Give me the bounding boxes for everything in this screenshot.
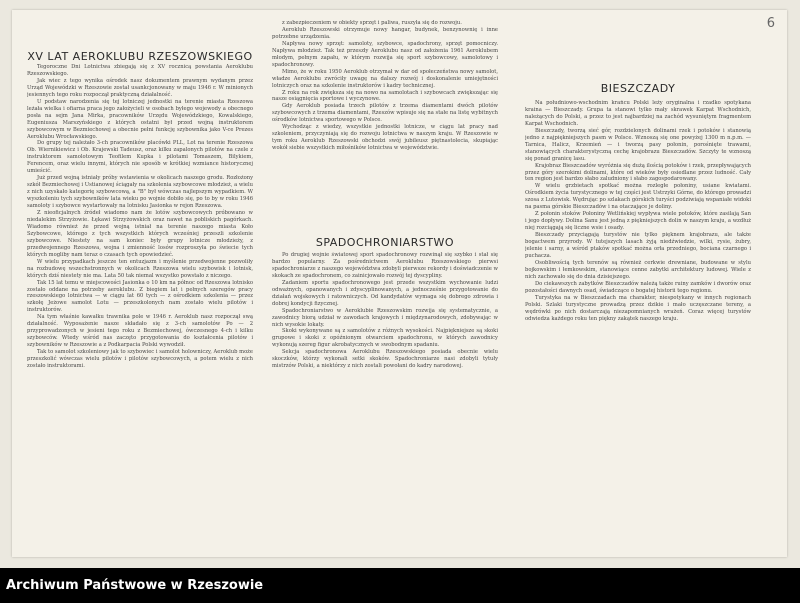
article-title-spadochroniarstwo: SPADOCHRONIARSTWO [315, 236, 455, 249]
paragraph: Na tym właśnie kawałku trawnika pole w 1946 r. Aeroklub nasz rozpoczął swą działalność. Wyposażenie nasze składało się z 3-ch samolotów Po — 2 przyprowadzonych w jesieni tego roku z Bezmiechowej, ówczesnego 4-ch i kilku szybowców. Wtedy wśród nas zaczęto przygotowania do kształcenia pilotów i szybowników w Rzeszowie a z Podkarpacia Polski wywodził. [27, 314, 253, 349]
paragraph: Wychodząc z wiedzy, wszystkie jednostki lotnicze, w ciągu lat pracy nad szkoleniem, przyczyniają się do rozwoju lotnictwa w naszym kraju. W Rzeszowie w tym roku Aeroklub Rzeszowski obchodzi swój jubileusz piętnastolecia, skupiając wokół siebie wszystkich miłośników lotnictwa w województwie. [272, 124, 498, 152]
paragraph: Osobliwością tych terenów są również cerkwie drewniane, budowane w stylu bojkowskim i łemkowskim, stanowiące cenne zabytki architektury ludowej. Wiele z nich zachowało się do dnia dzisiejszego. [525, 259, 751, 280]
paragraph: Napływa nowy sprzęt: samoloty, szybowce, spadochrony, sprzęt pomocniczy. Napływa młodzież. Tak też przeszły Aeroklubu nasz od założenia 1961 Aeroklubem młodym, pełnym zapału, w którym rozwija się sport szybowcowy, samolotowy i spadochronowy. [272, 40, 498, 68]
paragraph: z zabezpieczeniem w obiekty sprzęt i paliwa, ruszyła się do rozwoju. [282, 20, 462, 26]
paragraph: Sekcja spadochronowa Aeroklubu Rzeszowskiego posiada obecnie wielu skoczków, którzy wykonali setki skoków. Spadochroniarze nasi zdobyli tytuły mistrzów Polski, a niektórzy z nich zostali powołani do kadry narodowej. [272, 349, 498, 370]
paragraph: Gdy Aeroklub posiada trzech pilotów z trzema diamentami dwóch pilotów szybowcowych z trzema diamentami, Rzeszów wpisuje się na stałe na listę wybitnych ośrodków lotnictwa sportowego w Polsce. [272, 103, 498, 124]
paragraph: Na południowo-wschodnim krańcu Polski leży oryginalna i rzadko spotykana kraina — Bieszczady. Grupa ta stanowi tylko mały skrawek Karpat Wschodnich, należących do Polski, a przez to jest najbardziej na zachód wysuniętym fragmentem Karpat Wschodnich. [525, 100, 751, 127]
paragraph: W wielu przypadkach jeszcze ten entuzjazm i myślenie przedwojenne pozwoliły na rozbudowę wszechstronnych w okolicach Rzeszowa wielu szybowisk i lotnisk, których dziś niestety nie ma. Lata 50 tak niemal wszystko powstało z niczego. [27, 258, 253, 279]
archive-footer: Archiwum Państwowe w Rzeszowie [0, 568, 800, 603]
paragraph: Z połonin stoków Połoniny Wetlińskiej wypływa wiele potoków, które zasilają San i jego dopływy. Dolina Sanu jest jedną z piękniejszych dolin w naszym kraju, a wzdłuż niej rozciągają się liczne wsie i osady. [525, 211, 751, 232]
article-body-continued [272, 20, 498, 225]
paragraph: Aeroklub Rzeszowski otrzymuje nowy hangar, budynek, benzynownię i inne potrzebne urządzenia. [272, 26, 498, 40]
paragraph: Bieszczady przyciągają turystów nie tylko pięknem krajobrazu, ale także bogactwem przyrody. W tutejszych lasach żyją niedźwiedzie, wilki, rysie, żubry, jelenie i sarny, a wśród ptaków spotkać można orła przedniego, bociana czarnego i puchacza. [525, 232, 751, 259]
paragraph: Tak to samolot szkoleniowy jak to szybowiec i samolot holowniczy, Aeroklub może przeszkolić wówczas wielu pilotów i pilotów szybowcowych, a potem wielu z nich zostało instruktorami. [27, 349, 253, 369]
paragraph: Skoki wykonywane są z samolotów z różnych wysokości. Najpiękniejsze są skoki grupowe i skoki z opóźnionym otwarciem spadochronu, w których zawodnicy wykonują szereg figur akrobatycznych w swobodnym spadaniu. [272, 328, 498, 349]
paragraph: Z nieoficjalnych źródeł wiadomo nam że lotów szybowcowych próbowano w niedalekim Strzyżowie. Łękawi Strzyżowskich oraz nawet na pobliskich pagórkach. Wiadomo również że przed wojną istniał na terenie naszego miasta Koło Szybowcowe, którego z tych wszystkich których wcześniej przeszli szkolenie szybowcowe. Niestety na sam koniec były grupy lotnicze młodzieży, z przedwojennego Rzeszowa, wojna i zmienność losów rozproszyła po świecie tych których mogliby nam teraz o czasach tych opowiedzieć. [27, 210, 253, 258]
paragraph: Jak wiec z tego wynika ośrodek nasz dokumentem prawnym wydanym przez Urząd Wojewódzki w Rzeszowie został usankcjonowany w maju 1946 r. W minionych jesiennych tego roku rozpoczął praktyczną działalność. [27, 77, 253, 98]
article-title-aeroklub: XV LAT AEROKLUBU RZESZOWSKIEGO [27, 50, 253, 63]
paragraph: Tegoroczne Dni Lotnictwa zbiegają się z XV rocznicą powstania Aeroklubu Rzeszowskiego. [27, 64, 253, 77]
article-title-bieszczady: BIESZCZADY [600, 82, 676, 95]
paragraph: W wielu grzbietach spotkać można rozległe połoniny, usiane kwiatami. Ośrodkiem życia turystycznego w tej części jest Ustrzyki Górne, do którego prowadzi szosa z Lutowisk. Wędrując po szlakach górskich turyści podziwiają wspaniałe widoki na pasma górskie Bieszczadów i na otaczające je doliny. [525, 183, 751, 211]
article-body-spadochroniarstwo [272, 252, 498, 542]
paragraph: Krajobraz Bieszczadów wyróżnia się dużą ilością potoków i rzek, przepływających przez góry szerokimi dolinami, które od wieków były osiedlane przez ludność. Cały ten region jest bardzo słabo zaludniony i słabo zagospodarowany. [525, 162, 751, 183]
paragraph: Mimo, że w roku 1950 Aeroklub otrzymał w dar od społeczeństwa nowy samolot, władze Aeroklubu zwróciły uwagę na dalszy rozwój i doskonalenie umiejętności lotniczych oraz na szkolenie instruktorów i kadry technicznej. [272, 68, 498, 89]
paragraph: Do grupy tej należało 3-ch pracowników placówki PLL, Lot na terenie Rzeszowa Ob. Wiernikiewicz i Ob. Krajewski Tadeusz, oraz kilku zapalonych pilotów na czele z instruktorem samolotowym Teofilem Kupka i pilotami Tomaszem, Bilykiem, Ferencem, oraz wielu innymi, których nie sposób w krótkiej wzmiance historycznej umieścić. [27, 140, 253, 175]
article-body-aeroklub [27, 64, 253, 552]
paragraph: Do ciekawszych zabytków Bieszczadów należą także ruiny zamków i dworów oraz pozostałości dawnych osad, świadczące o bogatej historii tego regionu. [525, 280, 751, 294]
paragraph: Tak 15 lat temu w miejscowości Jasionka o 10 km na północ od Rzeszowa lotnisko zostało oddane na potrzeby aeroklubu. Z biegiem lat i pełnych szeregów pracy rzeszowskiego lotnictwa — w ciągu lat 60 tych — z ośrodkiem szkolenia — przez szkołę Jeżowe samolot Lotu — przeszkolonych nam zostało wielu pilotów i instruktorów. [27, 279, 253, 314]
paragraph: Bieszczady, tworzą sieć gór, rozdzielonych dolinami rzek i potoków i stanowią jedno z najpiękniejszych pasm w Polsce. Wznoszą się one powyżej 1300 m n.p.m. — Tarnica, Halicz, Krzemień — i tworzą pasy połonin, porośnięte trawami, stanowiących charakterystyczną cechę krajobrazu Bieszczadów. Szczyty te wznoszą się ponad granicę lasu. [525, 127, 751, 162]
paragraph: U podstaw narodzenia się tej lotniczej jednostki na terenie miasta Rzeszowa leżała wielka i ofiarna praca jego założycieli w osobach byłego wojewody a obecnego posła na sejm Jana Mirka, pracowników Urzędu Wojewódzkiego, Kowalskiego, Eugeniusza Marszyńskiego z których ostatni był przed wojną instruktorem szybowcowym w Bezmiechowej a obecnie pełni funkcję szybownika jako V-ce Prezes Aeroklubu Wrocławskiego. [27, 98, 253, 140]
paragraph: Z roku na rok zwiększa się na nowo na samolotach i szybowcach zwiększając się nasze osiągnięcia sportowe i wyczynowe. [272, 89, 498, 103]
paragraph: Spadochroniarstwo w Aeroklubie Rzeszowskim rozwija się systematycznie, a zawodnicy biorą udział w zawodach krajowych i międzynarodowych, zdobywając w nich wysokie lokaty. [272, 307, 498, 328]
page-number: 6 [766, 16, 775, 31]
paragraph: Turystyka na w Bieszczadach ma charakter, niespotykany w innych regionach Polski. Szlaki turystyczne prowadzą przez dzikie i mało uczęszczane tereny, a wędrówki po nich dostarczają niezapomnianych wrażeń. Coraz więcej turystów odwiedza każdego roku ten piękny zakątek naszego kraju. [525, 294, 751, 322]
article-body-bieszczady [525, 100, 751, 542]
paragraph: Po drugiej wojnie światowej sport spadochronowy rozwinął się szybko i stał się bardzo popularny. Za pośrednictwem Aeroklubu Rzeszowskiego pierwsi spadochroniarze z naszego województwa zdobyli pierwsze rekordy i doświadczenie w skokach ze spadochronem, co zainicjowało rozwój tej dyscypliny. [272, 252, 498, 279]
paragraph: Już przed wojną istniały próby wstawienia w okolicach naszego grodu. Rozłożony szkół Bezmiechowej i Ustianowej ściągały na szkolenia szybowcowe młodzież, a wielu z nich uzyskało kategorię szybowcową, a "B" był wówczas najlepszym wypadkiem. W wyszkoleniu tych szybowników lata wieku po wojnie dobiło się, po to by w roku 1946 samoloty i szybowce wystartowały na lotnisku Jasionka w rejon Rzeszowa. [27, 175, 253, 210]
paragraph: Zadaniem sportu spadochronowego jest przede wszystkim wychowanie ludzi odważnych, opanowanych i zdyscyplinowanych, a jednocześnie przygotowanie do działań wojskowych i ratowniczych. Od kandydatów wymaga się dobrego zdrowia i dobrej kondycji fizycznej. [272, 279, 498, 307]
